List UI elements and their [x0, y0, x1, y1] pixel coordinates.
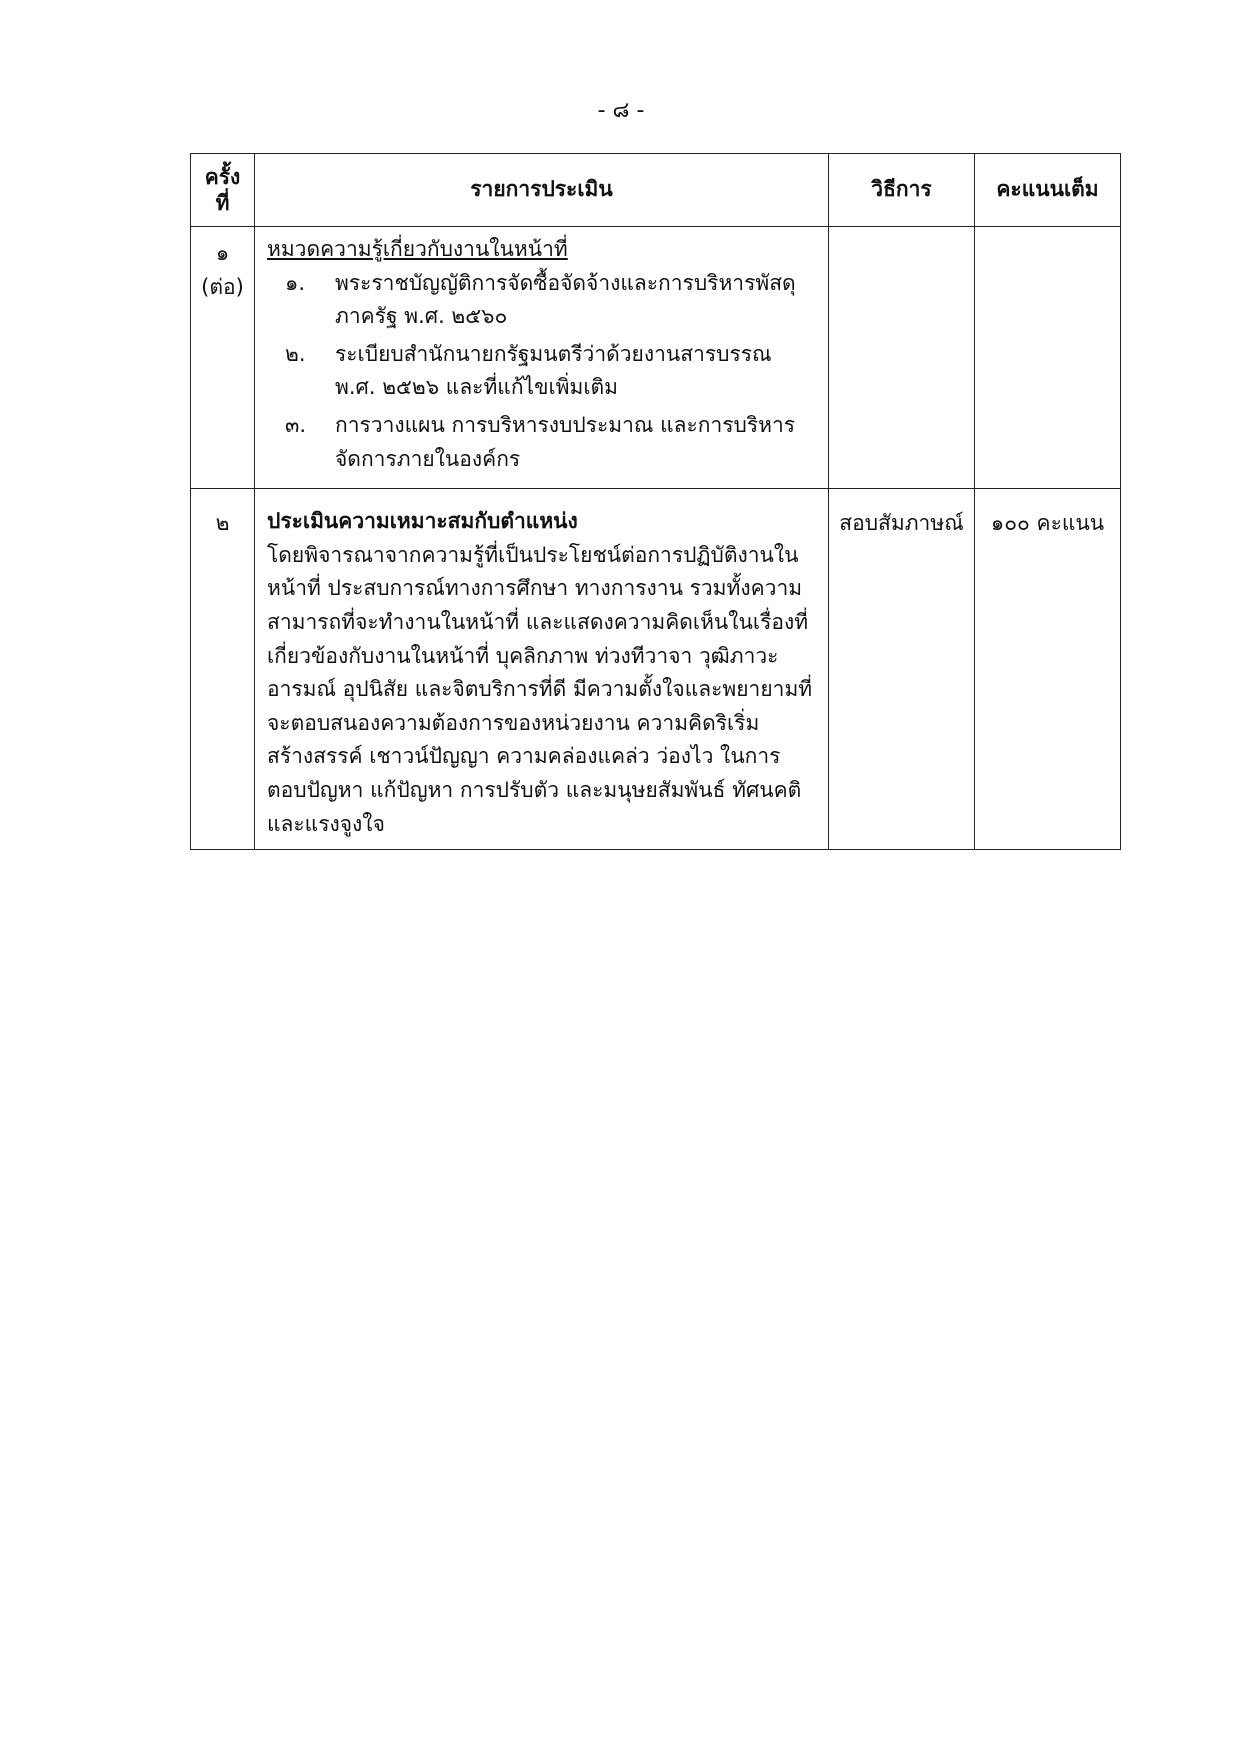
list-item-number: ๒. — [285, 341, 306, 366]
score-cell — [975, 227, 1121, 489]
round-cell — [191, 489, 255, 850]
header-round — [191, 154, 255, 227]
list-item — [267, 267, 818, 334]
section-title: หมวดความรู้เกี่ยวกับงานในหน้าที่ — [267, 237, 568, 261]
header-method: วิธีการ — [829, 154, 975, 227]
round-number: ๒ — [215, 511, 230, 536]
section-title: ประเมินความเหมาะสมกับตำแหน่ง — [267, 509, 578, 534]
section-description: โดยพิจารณาจากความรู้ที่เป็นประโยชน์ต่อการปฏิบัติงานในหน้าที่ ประสบการณ์ทางการศึกษา ทางการงาน รวมทั้งความสามารถที่จะทำงานในหน้าที่ และแสดงความคิดเห็นในเรื่องที่เกี่ยวข้องกับงานในหน้าที่ บุคลิกภาพ ท่วงทีวาจา วุฒิภาวะ อารมณ์ อุปนิสัย และจิตบริการที่ดี มีความตั้งใจและพยายามที่จะตอบสนองความต้องการของหน่วยงาน ความคิดริเริ่มสร้างสรรค์ เชาวน์ปัญญา ความคล่องแคล่ว ว่องไว ในการตอบปัญหา แก้ปัญหา การปรับตัว และมนุษยสัมพันธ์ ทัศนคติและแรงจูงใจ — [267, 542, 813, 836]
list-item — [267, 338, 818, 405]
table-header-row — [191, 154, 1121, 227]
list-item-text: พระราชบัญญัติการจัดซื้อจัดจ้างและการบริหารพัสดุภาครัฐ พ.ศ. ๒๕๖๐ — [335, 270, 796, 329]
knowledge-list — [267, 267, 818, 477]
list-item-number: ๑. — [285, 270, 306, 295]
list-item-text: ระเบียบสำนักนายกรัฐมนตรีว่าด้วยงานสารบรรณ พ.ศ. ๒๕๒๖ และที่แก้ไขเพิ่มเติม — [335, 341, 772, 400]
score-cell: ๑๐๐ คะแนน — [975, 489, 1121, 850]
table-row — [191, 227, 1121, 489]
round-cell — [191, 227, 255, 489]
header-score: คะแนนเต็ม — [975, 154, 1121, 227]
round-suffix: (ต่อ) — [201, 274, 244, 299]
list-item-text: การวางแผน การบริหารงบประมาณ และการบริหารจัดการภายในองค์กร — [335, 412, 796, 471]
header-item: รายการประเมิน — [255, 154, 829, 227]
method-cell: สอบสัมภาษณ์ — [829, 489, 975, 850]
header-round-line2: ที่ — [215, 191, 230, 215]
assessment-item-cell — [255, 489, 829, 850]
round-number: ๑ — [215, 241, 230, 265]
header-round-line1: ครั้ง — [204, 164, 241, 189]
page-number: - ๘ - — [597, 98, 645, 123]
assessment-table — [190, 153, 1121, 850]
table-row — [191, 489, 1121, 850]
list-item-number: ๓. — [285, 412, 307, 437]
assessment-item-cell — [255, 227, 829, 489]
list-item — [267, 409, 818, 476]
method-cell — [829, 227, 975, 489]
